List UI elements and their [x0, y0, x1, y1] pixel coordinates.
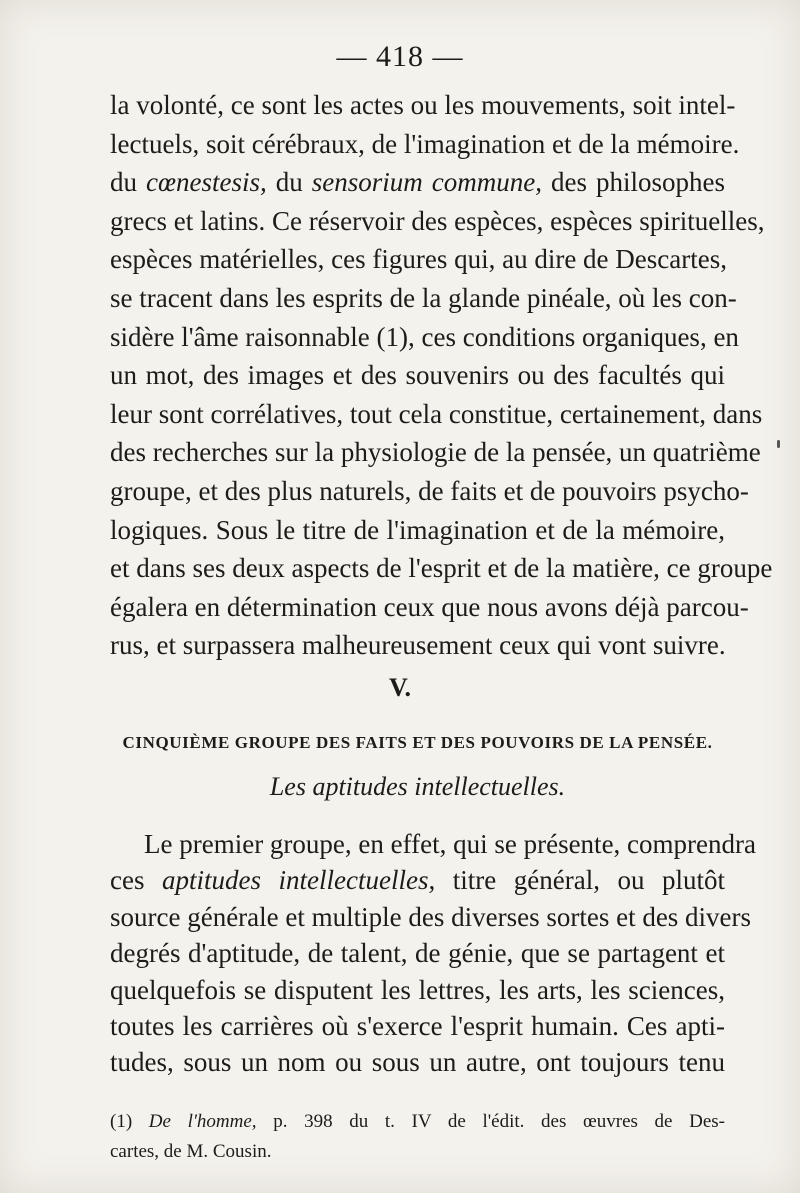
text-line: égalera en détermination ceux que nous avons déjà parcou-: [110, 591, 749, 622]
text-line: logiques. Sous le titre de l'imagination et de la mémoire,: [110, 514, 725, 545]
text-line: rus, et surpassera malheureusement ceux qui vont suivre.: [110, 630, 726, 661]
text-line: Le premier groupe, en effet, qui se présente, comprendra: [144, 829, 756, 859]
text-line: tudes, sous un nom ou sous un autre, ont toujours tenu: [110, 1047, 725, 1078]
text-line: degrés d'aptitude, de talent, de génie, que se partagent et: [110, 938, 725, 969]
text-line: du cœnestesis, du sensorium commune, des philosophes: [110, 167, 726, 198]
text-line: ces aptitudes intellectuelles, titre général, ou plutôt: [110, 865, 725, 896]
text-line: la volonté, ce sont les actes ou les mouvements, soit intel-: [110, 90, 736, 120]
footnote: [110, 1107, 725, 1167]
text-line: toutes les carrières où s'exerce l'esprit humain. Ces apti-: [110, 1010, 725, 1041]
text-line: groupe, et des plus naturels, de faits et de pouvoirs psycho-: [110, 475, 749, 506]
text-line: espèces matérielles, ces figures qui, au dire de Descartes,: [110, 244, 727, 275]
text-line: leur sont corrélatives, tout cela constitue, certainement, dans: [110, 398, 763, 429]
ink-mark: [777, 440, 780, 448]
paragraph-2: [110, 826, 756, 1081]
text-line: un mot, des images et des souvenirs ou des facultés qui: [110, 360, 725, 391]
paragraph-1: [110, 86, 773, 665]
text-line: et dans ses deux aspects de l'esprit et de la matière, ce groupe: [110, 553, 773, 584]
section-number: V.: [389, 673, 411, 702]
text-line: des recherches sur la physiologie de la pensée, un quatrième: [110, 437, 761, 468]
section-subtitle: Les aptitudes intellectuelles.: [269, 772, 566, 801]
text-line: grecs et latins. Ce réservoir des espèces, espèces spirituelles,: [110, 205, 765, 236]
footnote-line: cartes, de M. Cousin.: [110, 1141, 272, 1162]
text-line: sidère l'âme raisonnable (1), ces conditions organiques, en: [110, 321, 739, 352]
text-line: quelquefois se disputent les lettres, les arts, les sciences,: [110, 974, 725, 1005]
text-line: source générale et multiple des diverses sortes et des divers: [110, 901, 752, 932]
footnote-line: (1) De l'homme, p. 398 du t. IV de l'édit. des œuvres de Des-: [110, 1111, 725, 1132]
text-line: lectuels, soit cérébraux, de l'imagination et de la mémoire.: [110, 128, 740, 159]
text-line: se tracent dans les esprits de la glande pinéale, où les con-: [110, 282, 737, 313]
page-number: — 418 —: [336, 40, 464, 73]
section-title: CINQUIÈME GROUPE DES FAITS ET DES POUVOIRS DE LA PENSÉE.: [122, 733, 713, 752]
